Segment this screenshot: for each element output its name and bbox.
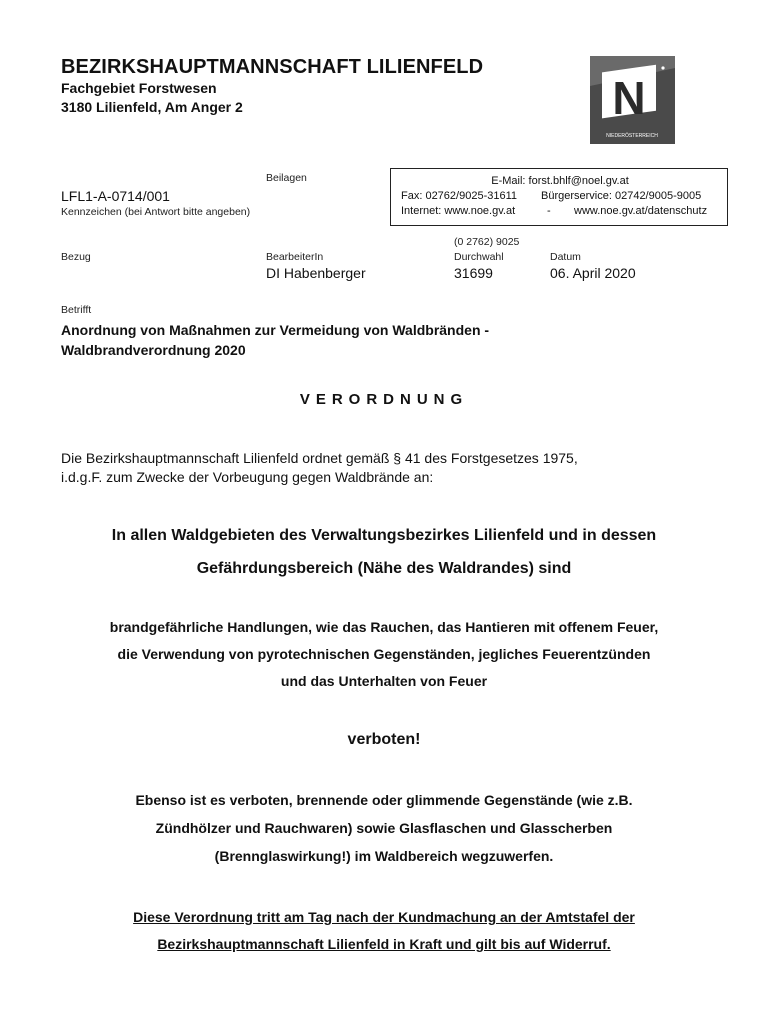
validity-line-1: Diese Verordnung tritt am Tag nach der Kundmachung an der Amtstafel der xyxy=(133,909,635,925)
contact-email: E-Mail: forst.bhlf@noel.gv.at xyxy=(491,175,629,187)
acts-line-3: und das Unterhalten von Feuer xyxy=(280,673,488,689)
intro-line-1: Die Bezirkshauptmannschaft Lilienfeld ordnet gemäß § 41 des Forstgesetzes 1975, xyxy=(61,450,578,466)
bezug-label: Bezug xyxy=(61,251,91,263)
contact-datenschutz: www.noe.gv.at/datenschutz xyxy=(574,205,708,217)
phone-prefix: (0 2762) 9025 xyxy=(454,236,520,248)
subject xyxy=(61,320,489,360)
bearbeiter-label: BearbeiterIn xyxy=(266,251,324,263)
contact-internet: Internet: www.noe.gv.at xyxy=(401,205,516,217)
also-line-3: (Brennglaswirkung!) im Waldbereich wegzuwerfen. xyxy=(214,848,554,864)
kennzeichen-label: Kennzeichen (bei Antwort bitte angeben) xyxy=(61,206,251,218)
scope-line-1: In allen Waldgebieten des Verwaltungsbezirkes Lilienfeld und in dessen xyxy=(111,527,657,544)
contact-buergerservice: Bürgerservice: 02742/9005-9005 xyxy=(541,190,702,202)
contact-separator: - xyxy=(547,205,551,217)
intro-line-2: i.d.g.F. zum Zwecke der Vorbeugung gegen Waldbrände an: xyxy=(61,469,434,485)
subject-line-1: Anordnung von Maßnahmen zur Vermeidung von Waldbränden - xyxy=(61,322,490,338)
validity-line-2: Bezirkshauptmannschaft Lilienfeld in Kraft und gilt bis auf Widerruf. xyxy=(157,936,611,952)
organization-name: BEZIRKSHAUPTMANNSCHAFT LILIENFELD xyxy=(61,56,484,78)
also-line-1: Ebenso ist es verboten, brennende oder glimmende Gegenstände (wie z.B. xyxy=(135,792,633,808)
logo-letter: N xyxy=(612,72,646,124)
organization-address: 3180 Lilienfeld, Am Anger 2 xyxy=(61,99,243,115)
niederoesterreich-logo xyxy=(590,56,675,144)
logo-caption: NIEDERÖSTERREICH xyxy=(606,133,658,139)
validity-paragraph xyxy=(0,904,768,958)
intro-paragraph xyxy=(61,449,578,487)
contact-box xyxy=(390,168,728,226)
acts-line-1: brandgefährliche Handlungen, wie das Rauchen, das Hantieren mit offenem Feuer, xyxy=(109,619,659,635)
also-forbidden-paragraph xyxy=(0,786,768,870)
scope-paragraph xyxy=(0,519,768,585)
document-heading: VERORDNUNG xyxy=(299,391,469,408)
datum-value: 06. April 2020 xyxy=(550,265,636,281)
department-name: Fachgebiet Forstwesen xyxy=(61,80,217,96)
beilagen-label: Beilagen xyxy=(266,172,307,184)
acts-paragraph xyxy=(0,614,768,695)
scope-line-2: Gefährdungsbereich (Nähe des Waldrandes) sind xyxy=(196,560,572,577)
datum-label: Datum xyxy=(550,251,581,263)
contact-fax: Fax: 02762/9025-31611 xyxy=(401,190,517,202)
durchwahl-value: 31699 xyxy=(454,265,493,281)
bearbeiter-value: DI Habenberger xyxy=(266,265,366,281)
verboten-text: verboten! xyxy=(347,731,421,748)
also-line-2: Zündhölzer und Rauchwaren) sowie Glasflaschen und Glasscherben xyxy=(155,820,613,836)
subject-label: Betrifft xyxy=(61,304,92,316)
durchwahl-label: Durchwahl xyxy=(454,251,504,263)
kennzeichen-value: LFL1-A-0714/001 xyxy=(61,188,170,204)
acts-line-2: die Verwendung von pyrotechnischen Gegenständen, jegliches Feuerentzünden xyxy=(117,646,651,662)
subject-line-2: Waldbrandverordnung 2020 xyxy=(61,342,246,358)
